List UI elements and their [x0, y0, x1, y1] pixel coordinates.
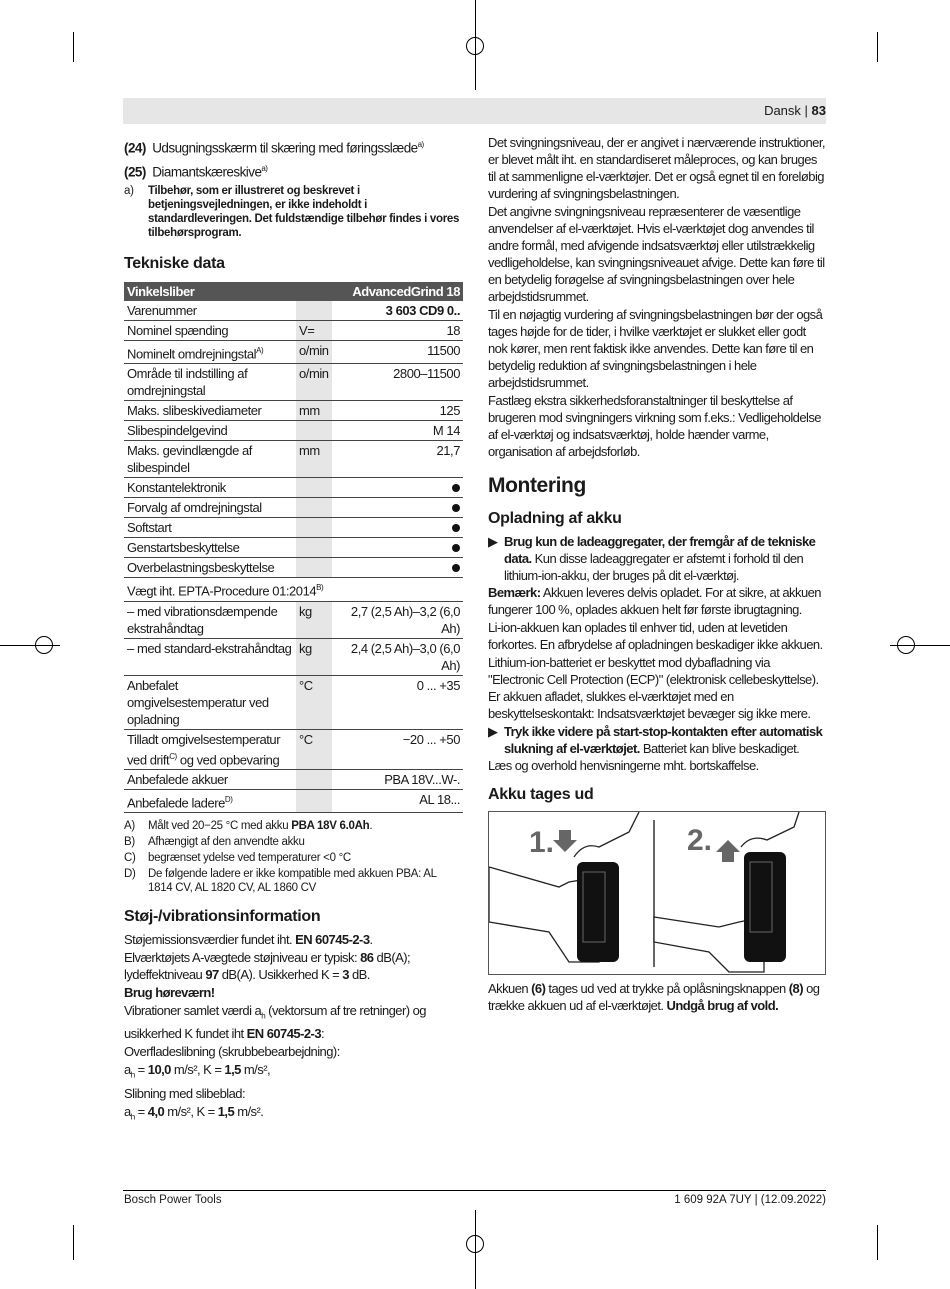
- footnote-key: C): [124, 852, 136, 865]
- filled-dot-icon: [452, 484, 460, 492]
- header-bar: [123, 98, 826, 124]
- row-value: 2800–11500: [332, 364, 463, 401]
- table-row: [124, 401, 463, 421]
- row-label: [124, 364, 296, 401]
- label-text: Forvalg af omdrejningstal: [127, 500, 262, 516]
- footnote-ref: D): [224, 794, 233, 804]
- arrow-down-icon: [553, 830, 577, 852]
- footnote-ref: a): [261, 163, 268, 173]
- triangle-bullet-icon: ▶: [488, 534, 498, 549]
- list-item: [124, 136, 463, 157]
- text: .: [369, 820, 373, 833]
- row-unit: o/min: [296, 341, 332, 364]
- row-value: 2,7 (2,5 Ah)–3,2 (6,0 Ah): [332, 601, 463, 638]
- row-label: [124, 421, 296, 441]
- crop-mark: [877, 1225, 878, 1260]
- language-label: Dansk: [764, 103, 801, 118]
- row-label: [124, 789, 296, 812]
- row-label: [124, 769, 296, 789]
- row-unit: [296, 421, 332, 441]
- footnote-key: B): [124, 836, 135, 849]
- filled-dot-icon: [452, 524, 460, 532]
- paragraph: Lithium-ion-batteriet er beskyttet mod dybafladning via "Electronic Cell Protection (ECP)" (elektronisk cellebeskyttelse). Er akkuen afladet, slukkes el-værktøjet med en beskyttelseskontakt: Indsatsværktøjet bevæger sig ikke mere.: [488, 655, 819, 721]
- value: 3: [342, 967, 349, 983]
- row-label: [124, 498, 296, 518]
- row-value: 11500: [332, 341, 463, 364]
- filled-dot-icon: [452, 564, 460, 572]
- row-label: [124, 518, 296, 538]
- crop-mark: [73, 1225, 74, 1260]
- text: Elværktøjets A-vægtede støjniveau er typisk:: [124, 950, 361, 966]
- row-unit: [296, 518, 332, 538]
- header-label: Vinkelsliber: [124, 282, 332, 301]
- vibration-text: [488, 134, 827, 461]
- arrow-up-icon: [716, 840, 740, 862]
- text: (vektorsum af tre retninger) og usikkerhed K fundet iht: [124, 1003, 426, 1041]
- row-unit: [296, 478, 332, 498]
- text: tages ud ved at trykke på oplåsningsknappen: [545, 981, 789, 996]
- text: m/s²,: [240, 1061, 271, 1077]
- registration-mark-icon: [897, 636, 915, 654]
- table-row: [124, 558, 463, 578]
- row-value: AL 18...: [332, 789, 463, 812]
- row-label: [124, 401, 296, 421]
- text: :: [321, 1025, 325, 1041]
- footnote-ref: C): [169, 751, 177, 761]
- row-unit: [296, 301, 332, 321]
- parts-footnote: [124, 184, 463, 240]
- table-row: [124, 789, 463, 812]
- row-label: [124, 441, 296, 478]
- text: Akkuen: [488, 981, 532, 996]
- label-text: Softstart: [127, 520, 172, 536]
- row-label: [124, 578, 463, 601]
- label-text: – med vibrationsdæmpende ekstrahåndtag: [127, 603, 278, 636]
- row-value: [332, 558, 463, 578]
- paragraph: Til en nøjagtig vurdering af svingningsbelastningen bør der også tages højde for de tider, i hvilke værktøjet er slukket eller godt nok kører, men rent faktisk ikke anvendes. Dette kan føre til en betydelig reduktion af svingningsbelastningen i hele arbejdstidsrummet.: [488, 307, 823, 390]
- text: De følgende ladere er ikke kompatible med akkuen PBA: AL 1814 CV, AL 1820 CV, AL 1860 CV: [148, 868, 437, 895]
- table-row: [124, 675, 463, 729]
- row-unit: kg: [296, 638, 332, 675]
- standard: EN 60745-2-3: [246, 1025, 322, 1041]
- label-text: Konstantelektronik: [127, 480, 226, 496]
- text: =: [137, 1061, 148, 1077]
- paragraph: Fastlæg ekstra sikkerhedsforanstaltninger til beskyttelse af brugeren mod svingningers virkning som f.eks.: Vedligeholdelse af el-værktøj og indsatsværktøj, holde hænder varme, organisation af arbejdsforløb.: [488, 393, 821, 459]
- table-row: [124, 441, 463, 478]
- step-label: 2.: [687, 824, 713, 857]
- row-value: 0 ... +35: [332, 675, 463, 729]
- footnote-text: [148, 835, 305, 849]
- row-unit: [296, 538, 332, 558]
- row-value: [332, 538, 463, 558]
- filled-dot-icon: [452, 504, 460, 512]
- row-unit: [296, 498, 332, 518]
- left-column: [124, 136, 463, 1126]
- paragraph: Læs og overhold henvisningerne mht. bortskaffelse.: [488, 758, 759, 773]
- part-number: (24): [124, 140, 146, 156]
- registration-mark-icon: [466, 1235, 484, 1253]
- row-unit: [296, 769, 332, 789]
- row-value: [332, 478, 463, 498]
- label-text: og ved opbevaring: [176, 751, 280, 767]
- label-text: Anbefalede ladere: [127, 795, 225, 811]
- footnote-text: Tilbehør, som er illustreret og beskrevet i betjeningsvejledningen, er ikke indeholdt i standardleveringen. Det fuldstændige tilbehør findes i vores tilbehørsprogram.: [148, 185, 460, 239]
- subscript: h: [130, 1112, 135, 1122]
- label-text: Varenummer: [127, 303, 197, 318]
- charging-text: [488, 533, 827, 775]
- footnote-text: [148, 819, 372, 833]
- right-column: [488, 134, 827, 1014]
- row-label: [124, 558, 296, 578]
- row-label: [124, 538, 296, 558]
- text: Målt ved 20−25 °C med akku: [148, 820, 292, 833]
- value: 86: [360, 950, 374, 966]
- text: =: [137, 1103, 148, 1119]
- table-row: [124, 301, 463, 321]
- text: Afhængigt af den anvendte akku: [148, 836, 305, 849]
- footnote-text: [148, 867, 463, 895]
- footnote-key: D): [124, 868, 136, 881]
- note-label: Bemærk:: [488, 585, 541, 600]
- footnote-ref: B): [316, 583, 324, 593]
- label-text: Nominelt omdrejningstal: [127, 346, 257, 362]
- text: dB(A); lydeffektniveau: [124, 950, 411, 983]
- table-row: [124, 601, 463, 638]
- part-number: (25): [124, 164, 146, 179]
- section-title: Tekniske data: [124, 255, 225, 272]
- row-value: PBA 18V...W-.: [332, 769, 463, 789]
- tech-data-table: [124, 282, 463, 813]
- row-label: [124, 321, 296, 341]
- text: m/s², K =: [164, 1103, 218, 1119]
- row-label: [124, 301, 296, 321]
- table-row: [124, 729, 463, 769]
- paragraph: Li-ion-akkuen kan oplades til enhver tid, uden at levetiden forkortes. En afbrydelse af opladningen beskadiger ikke akkuen.: [488, 620, 823, 652]
- label-text: Genstartsbeskyttelse: [127, 540, 240, 556]
- footnote: [124, 835, 463, 849]
- row-label: [124, 729, 296, 769]
- footnote: [124, 851, 463, 865]
- table-row: [124, 578, 463, 601]
- text: Akkuen leveres delvis opladet. For at sikre, at akkuen fungerer 100 %, oplades akkuen helt før første ibrugtagning.: [488, 585, 821, 617]
- label-text: Nominel spænding: [127, 323, 229, 338]
- battery-removal-figure: [488, 811, 826, 975]
- subscript: h: [261, 1011, 266, 1021]
- row-label: [124, 638, 296, 675]
- header-value: AdvancedGrind 18: [332, 282, 463, 301]
- table-row: [124, 769, 463, 789]
- row-value: 21,7: [332, 441, 463, 478]
- text: .: [369, 932, 373, 948]
- value: 97: [205, 967, 219, 983]
- row-value: [332, 518, 463, 538]
- label-text: Maks. slibeskivediameter: [127, 403, 262, 419]
- row-value: M 14: [332, 421, 463, 441]
- warning: Undgå brug af vold.: [666, 998, 779, 1013]
- step-label: 1.: [529, 826, 555, 859]
- bullet-item: [488, 533, 827, 584]
- row-label: [124, 341, 296, 364]
- text: Slibning med slibeblad:: [124, 1085, 246, 1101]
- row-label: [124, 675, 296, 729]
- part-label: Diamantskæreskive: [152, 164, 262, 179]
- footnote: [124, 867, 463, 895]
- footnote-text: [148, 851, 351, 865]
- row-label: [124, 601, 296, 638]
- figure-caption: [488, 980, 827, 1014]
- label-text: Anbefalede akkuer: [127, 771, 228, 787]
- row-unit: o/min: [296, 364, 332, 401]
- text: Kun disse ladeaggregater er afstemt i forhold til den lithium-ion-akku, der bruges på dit el-værktøj.: [504, 551, 804, 583]
- parts-list: [124, 136, 463, 240]
- table-row: [124, 321, 463, 341]
- footnote-ref: A): [256, 346, 264, 355]
- paragraph: Det svingningsniveau, der er angivet i nærværende instruktioner, er blevet målt iht. en standardiseret måleproces, og kan bruges til at sammenligne el-værktøjer. Det er også egnet til en foreløbig vurdering af svingningsbelastningen.: [488, 135, 825, 201]
- label-text: Maks. gevindlængde af slibespindel: [127, 443, 252, 476]
- footnote: [124, 819, 463, 833]
- table-row: [124, 478, 463, 498]
- warning: Brug høreværn!: [124, 985, 215, 1001]
- footnote-ref: a): [417, 140, 424, 149]
- table-row: [124, 538, 463, 558]
- part-label: Udsugningsskærm til skæring med føringsslæde: [152, 140, 418, 156]
- table-row: [124, 421, 463, 441]
- row-unit: mm: [296, 401, 332, 421]
- text: m/s².: [234, 1103, 264, 1119]
- page-number: 83: [811, 103, 826, 118]
- label-text: Anbefalet omgivelsestemperatur ved opladning: [127, 677, 269, 727]
- text: Vibrationer samlet værdi a: [124, 1003, 262, 1019]
- table-row: [124, 638, 463, 675]
- row-value: 3 603 CD9 0..: [332, 301, 463, 321]
- ref: (6): [531, 981, 546, 996]
- table-row: [124, 364, 463, 401]
- noise-text: Støjemissionsværdier fundet iht. EN 60745-2-3. Elværktøjets A-vægtede støjniveau er typisk: 86 dB(A); lydeffektniveau 97 dB(A). Usikkerhed K = 3 dB. Brug høreværn! Vibrationer samlet værdi $a_h$ (vektorsum af tre retninger) og usikkerhed K fundet iht EN 60745-2-3: Overfladeslibning (skrubbebearbejdning): $a_h = 10,0$ m/s², K = 1,5 m/s², Slibning med slibeblad: $a_h = 4,0$ m/s², K = 1,5 m/s².: [124, 931, 463, 1126]
- crop-mark: [73, 32, 74, 62]
- page-header: Dansk | 83: [764, 103, 826, 118]
- bold-text: Tryk ikke videre på start-stop-kontakten efter automatisk slukning af el-værktøjet.: [504, 724, 823, 756]
- label-text: Vægt iht. EPTA-Procedure 01:2014: [127, 583, 317, 599]
- row-unit: °C: [296, 729, 332, 769]
- footer-brand: Bosch Power Tools: [124, 1194, 222, 1206]
- label-text: Slibespindelgevind: [127, 423, 228, 439]
- label-text: Tilladt omgivelsestemperatur ved drift: [127, 731, 281, 767]
- value: 1,5: [217, 1103, 235, 1119]
- table-header-row: [124, 282, 463, 301]
- paragraph: Det angivne svingningsniveau repræsenterer de væsentlige anvendelser af el-værktøjet. Hvis el-værktøjet dog anvendes til andre formål, med afvigende indsatsværktøj eller utilstrækkelig vedligeholdelse, kan svingningsniveauet afvige. Dette kan føre til en betydelig forøgelse af svingningsbelastningen over hele arbejdstidsrummet.: [488, 204, 825, 304]
- label-text: Område til indstilling af omdrejningstal: [127, 366, 248, 399]
- text: Overfladeslibning (skrubbebearbejdning):: [124, 1043, 340, 1059]
- triangle-bullet-icon: ▶: [488, 724, 498, 739]
- row-unit: °C: [296, 675, 332, 729]
- filled-dot-icon: [452, 544, 460, 552]
- text: Støjemissionsværdier fundet iht.: [124, 932, 296, 948]
- value: 10,0: [147, 1061, 171, 1077]
- bullet-item: [488, 723, 827, 757]
- row-label: [124, 478, 296, 498]
- row-unit: [296, 789, 332, 812]
- section-title: Akku tages ud: [488, 786, 594, 803]
- ref: (8): [788, 981, 804, 996]
- table-row: [124, 341, 463, 364]
- row-unit: mm: [296, 441, 332, 478]
- bold-text: PBA 18V 6.0Ah: [291, 820, 370, 833]
- table-row: [124, 498, 463, 518]
- text: begrænset ydelse ved temperaturer <0 °C: [148, 852, 351, 865]
- footnote-key: A): [124, 820, 135, 833]
- table-row: [124, 518, 463, 538]
- row-value: 18: [332, 321, 463, 341]
- standard: EN 60745-2-3: [295, 932, 370, 948]
- text: Batteriet kan blive beskadiget.: [639, 741, 800, 756]
- crop-mark: [877, 32, 878, 62]
- value: 1,5: [224, 1061, 241, 1077]
- list-item: [124, 160, 463, 181]
- footer-doc-number: 1 609 92A 7UY | (12.09.2022): [674, 1194, 826, 1206]
- bold-text: Brug kun de ladeaggregater, der fremgår af de tekniske data.: [504, 534, 816, 566]
- registration-mark-icon: [35, 636, 53, 654]
- text: dB(A). Usikkerhed K =: [218, 967, 343, 983]
- section-title: Støj-/vibrationsinformation: [124, 908, 321, 926]
- label-text: Overbelastningsbeskyttelse: [127, 560, 275, 576]
- footer-rule: [123, 1190, 826, 1191]
- row-unit: [296, 558, 332, 578]
- subscript: h: [130, 1070, 135, 1080]
- row-unit: kg: [296, 601, 332, 638]
- footnote-key: a): [124, 185, 134, 197]
- registration-mark-icon: [466, 37, 484, 55]
- table-footnotes: [124, 819, 463, 897]
- text: dB.: [348, 967, 370, 983]
- row-value: [332, 498, 463, 518]
- text: og trække akkuen ud af el-værktøjet.: [488, 981, 820, 1013]
- row-value: −20 ... +50: [332, 729, 463, 769]
- text: m/s², K =: [170, 1061, 225, 1077]
- label-text: – med standard-ekstrahåndtag: [127, 640, 292, 656]
- row-value: 2,4 (2,5 Ah)–3,0 (6,0 Ah): [332, 638, 463, 675]
- row-value: 125: [332, 401, 463, 421]
- chapter-title: Montering: [488, 474, 586, 497]
- section-title: Opladning af akku: [488, 510, 622, 527]
- row-unit: V=: [296, 321, 332, 341]
- value: 4,0: [147, 1103, 165, 1119]
